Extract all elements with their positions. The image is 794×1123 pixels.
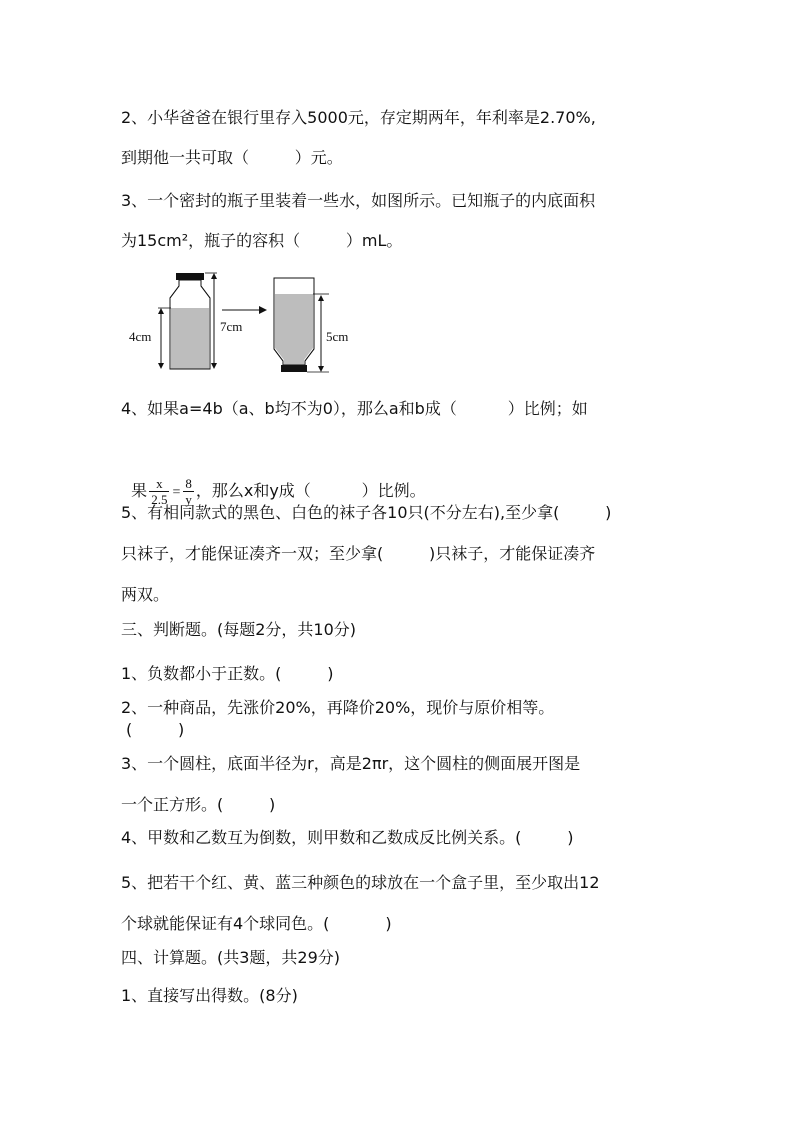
q3-line2: 为15cm²，瓶子的容积（ ）mL。: [121, 231, 403, 250]
label-4cm: 4cm: [129, 329, 152, 344]
equals-sign: =: [172, 485, 181, 500]
inverted-bottle: [274, 278, 348, 372]
q4-prefix: 果: [131, 481, 148, 500]
section4-sub1: 1、直接写出得数。(8分): [121, 986, 298, 1005]
q4-line1: 4、如果a=4b（a、b均不为0），那么a和b成（ ）比例；如: [121, 399, 588, 418]
label-7cm: 7cm: [220, 319, 243, 334]
fraction-8-over-y: $\frac{8}{y}$: [185, 476, 192, 507]
q2-line1: 2、小华爸爸在银行里存入5000元，存定期两年，年利率是2.70%,: [121, 108, 596, 127]
upright-bottle: [129, 273, 242, 369]
q2-line2: 到期他一共可取（ ）元。: [121, 148, 343, 167]
judge-item-2: 2、一种商品，先涨价20%，再降价20%，现价与原价相等。: [121, 698, 555, 717]
judge-item-1: 1、负数都小于正数。( ): [121, 664, 334, 683]
q5-line1: 5、有相同款式的黑色、白色的袜子各10只(不分左右),至少拿( ): [121, 503, 612, 522]
transition-arrow: [222, 306, 267, 314]
fraction-x-over-2-5: $\frac{x}{2.5}$: [151, 476, 168, 507]
judge-item-3: 3、一个圆柱，底面半径为r，高是2πr，这个圆柱的侧面展开图是: [121, 754, 581, 773]
q5-line3: 两双。: [121, 585, 170, 604]
judge-item-5-cont: 个球就能保证有4个球同色。( ): [121, 914, 392, 933]
bottle-figure: [121, 268, 371, 378]
q5-line2: 只袜子，才能保证凑齐一双；至少拿( )只袜子，才能保证凑齐: [121, 544, 596, 563]
judge-item-2-blank: ( ): [126, 720, 185, 739]
section3-heading: 三、判断题。(每题2分，共10分): [121, 620, 357, 639]
q4-suffix: ，那么x和y成（ ）比例。: [195, 481, 426, 500]
q4-line2: [121, 440, 426, 510]
label-5cm: 5cm: [326, 329, 349, 344]
section4-heading: 四、计算题。(共3题，共29分): [121, 948, 341, 967]
q3-line1: 3、一个密封的瓶子里装着一些水，如图所示。已知瓶子的内底面积: [121, 191, 596, 210]
judge-item-3-cont: 一个正方形。( ): [121, 795, 276, 814]
judge-item-5: 5、把若干个红、黄、蓝三种颜色的球放在一个盒子里，至少取出12: [121, 873, 600, 892]
judge-item-4: 4、甲数和乙数互为倒数，则甲数和乙数成反比例关系。( ): [121, 828, 574, 847]
